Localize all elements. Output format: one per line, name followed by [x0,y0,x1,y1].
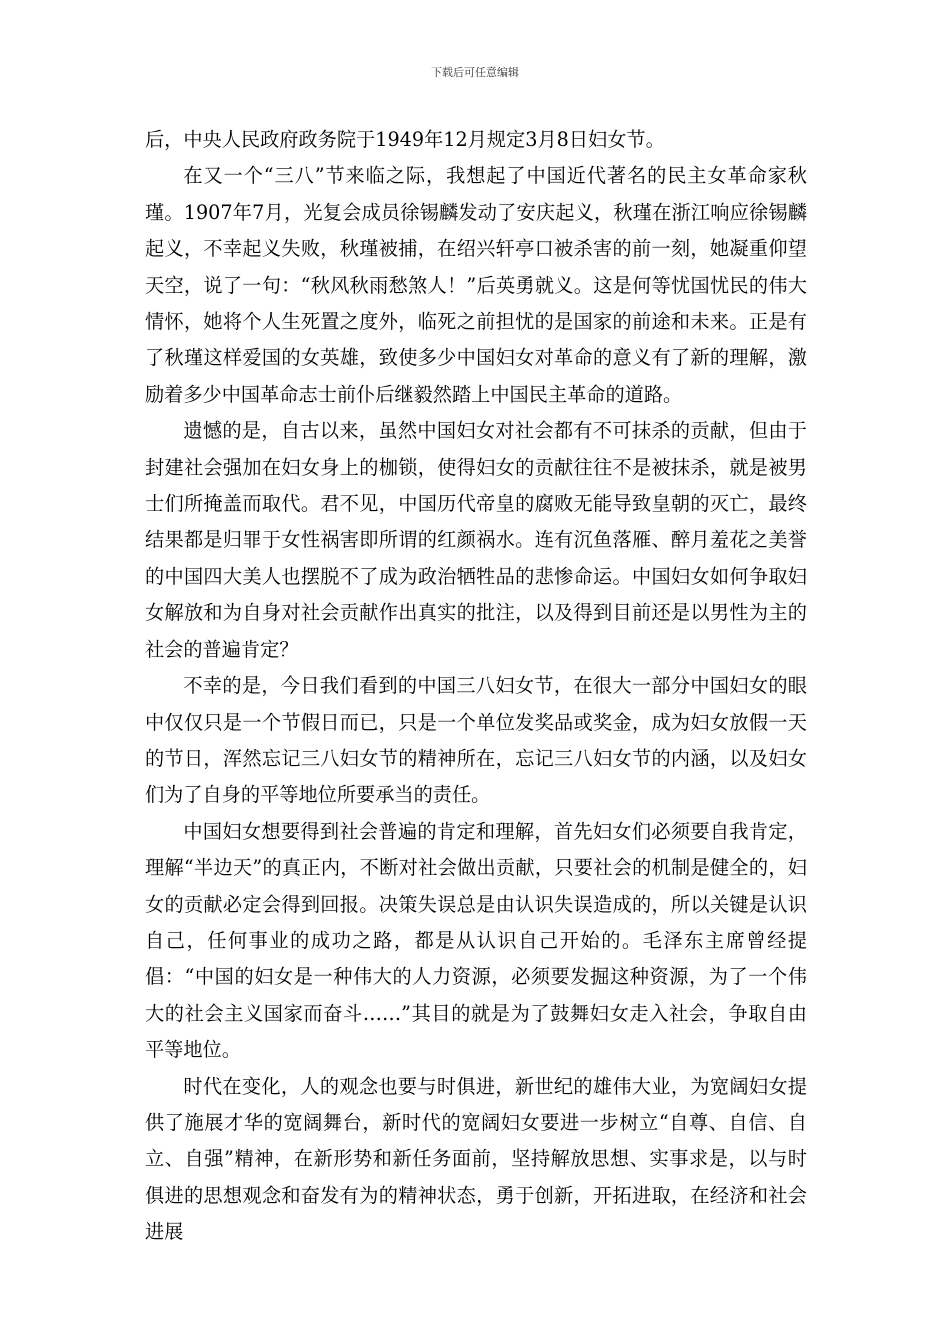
document-body [145,122,807,1251]
paragraph: 时代在变化，人的观念也要与时俱进，新世纪的雄伟大业，为宽阔妇女提供了施展才华的宽阔舞台，新时代的宽阔妇女要进一步树立“自尊、自信、自立、自强”精神，在新形势和新任务面前，坚持解放思想、实事求是，以与时俱进的思想观念和奋发有为的精神状态，勇于创新，开拓进取，在经济和社会进展 [145,1074,807,1244]
paragraph: 后，中央人民政府政务院于1949年12月规定3月8日妇女节。 [145,128,665,151]
paragraph: 不幸的是，今日我们看到的中国三八妇女节，在很大一部分中国妇女的眼中仅仅只是一个节假日而已，只是一个单位发奖品或奖金，成为妇女放假一天的节日，浑然忘记三八妇女节的精神所在，忘记三八妇女节的内涵，以及妇女们为了自身的平等地位所要承当的责任。 [145,674,807,807]
paragraph: 在又一个“三八”节来临之际，我想起了中国近代著名的民主女革命家秋瑾。1907年7月，光复会成员徐锡麟发动了安庆起义，秋瑾在浙江响应徐锡麟起义，不幸起义失败，秋瑾被捕，在绍兴轩亭口被杀害的前一刻，她凝重仰望天空，说了一句：“秋风秋雨愁煞人！”后英勇就义。这是何等忧国忧民的伟大情怀，她将个人生死置之度外，临死之前担忧的是国家的前途和未来。正是有了秋瑾这样爱国的女英雄，致使多少中国妇女对革命的意义有了新的理解，激励着多少中国革命志士前仆后继毅然踏上中国民主革命的道路。 [145,164,807,406]
paragraph: 中国妇女想要得到社会普遍的肯定和理解，首先妇女们必须要自我肯定，理解“半边天”的真正内，不断对社会做出贡献，只要社会的机制是健全的，妇女的贡献必定会得到回报。决策失误总是由认识失误造成的，所以关键是认识自己，任何事业的成功之路，都是从认识自己开始的。毛泽东主席曾经提倡：“中国的妇女是一种伟大的人力资源，必须要发掘这种资源，为了一个伟大的社会主义国家而奋斗……”其目的就是为了鼓舞妇女走入社会，争取自由平等地位。 [145,819,807,1062]
paragraph: 遗憾的是，自古以来，虽然中国妇女对社会都有不可抹杀的贡献，但由于封建社会强加在妇女身上的枷锁，使得妇女的贡献往往不是被抹杀，就是被男士们所掩盖而取代。君不见，中国历代帝皇的腐败无能导致皇朝的灭亡，最终结果都是归罪于女性祸害即所谓的红颜祸水。连有沉鱼落雁、醉月羞花之美誉的中国四大美人也摆脱不了成为政治牺牲品的悲惨命运。中国妇女如何争取妇女解放和为自身对社会贡献作出真实的批注，以及得到目前还是以男性为主的社会的普遍肯定？ [145,419,807,661]
page-header: 下载后可任意编辑 [431,66,519,79]
